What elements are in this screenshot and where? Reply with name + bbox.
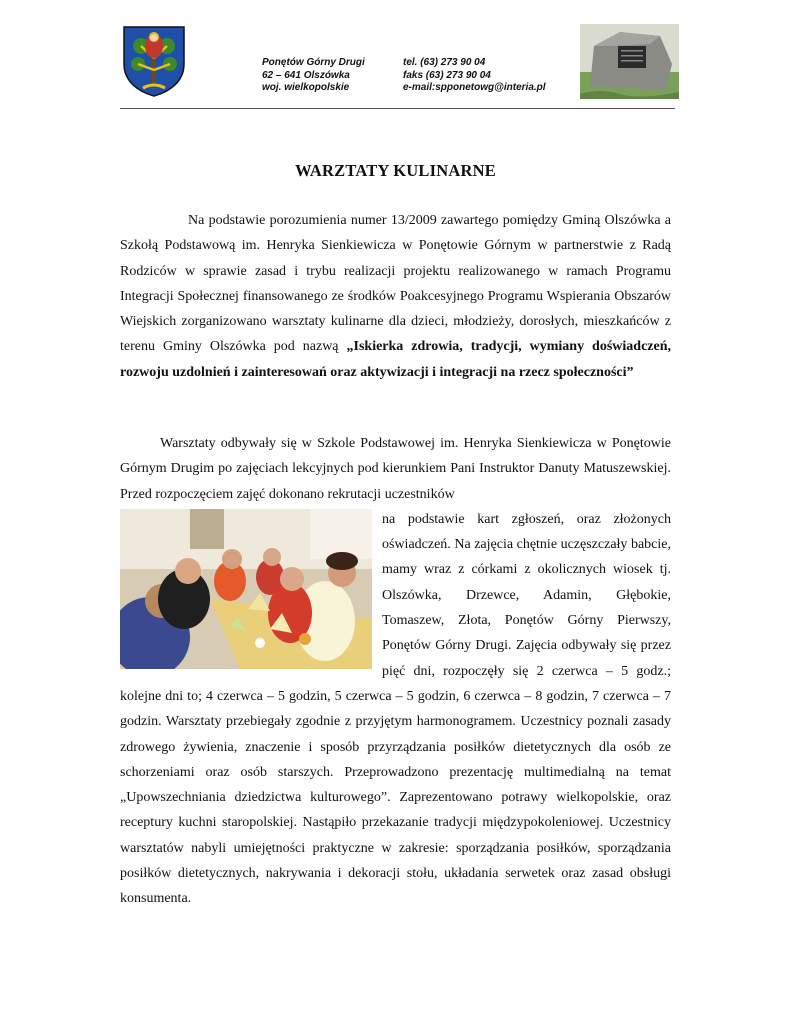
page-title: WARZTATY KULINARNE [295,161,496,180]
intro-text: Na podstawie porozumienia numer 13/2009 zawartego pomiędzy Gminą Olszówka a Szkołą Podstawową im. Henryka Sienkiewicza w Ponętowie Górnym w partnerstwie z Radą Rodziców w sprawie zasad i trybu realizacji projektu realizowanego w ramach Programu Integracji Społecznej finansowanego ze środków Poakcesyjnego Programu Wspierania Obszarów Wiejskich zorganizowano warsztaty kulinarne dla dzieci, młodzieży, dorosłych, mieszkańców z terenu Gminy Olszówka pod nazwą [120,213,671,355]
memorial-stone-photo [580,24,679,99]
address-line: 62 – 641 Olszówka [262,69,350,81]
coat-of-arms-logo [121,24,187,98]
workshop-text: Warsztaty odbywały się w Szkole Podstawowej im. Henryka Sienkiewicza w Ponętowie Górnym Drugim po zajęciach lekcyjnych pod kierunkiem Pani Instruktor Danuty Matuszewskiej. Przed rozpoczęciem zajęć dokonano rekrutacji uczestników [120,436,671,502]
workshop-text-continued: na podstawie kart zgłoszeń, oraz złożonych oświadczeń. Na zajęcia chętnie uczęszczały babcie, mamy wraz z córkami z okolicznych wiosek tj. Olszówka, Drzewce, Adamin, Głębokie, Tomaszew, Złota, Ponętów Górny Pierwszy, Ponętów Górny Drugi. Zajęcia odbywały się przez pięć dni, rozpoczęły się 2 czerwca – 5 godz.; kolejne dni to; 4 czerwca – 5 godzin, 5 czerwca – 5 godzin, 6 czerwca – 8 godzin, 7 czerwca – 7 godzin. Warsztaty przebiegały zgodnie z przyjętym harmonogramem. Uczestnicy poznali zasady zdrowego żywienia, znaczenie i sposób przyrządzania posiłków dietetycznych dla osób ze schorzeniami oraz osób starszych. Przeprowadzono prezentację multimedialną na temat „Upowszechniania dziedzictwa kulturowego”. Zaprezentowano potrawy wielkopolskie, oraz receptury kuchni staropolskiej. Nastąpiło przekazanie tradycji międzypokoleniowej. Uczestnicy warsztatów nabyli umiejętności praktyczne w zakresie: sporządzania posiłków, sporządzania posiłków dietetycznych, nakrywania i dekoracji stołu, układania serwetek oraz zasad obsługi konsumenta. [120,511,671,907]
address-line: woj. wielkopolskie [262,82,350,93]
school-address [262,57,365,95]
workshop-paragraph [120,431,671,912]
header-divider [120,108,675,109]
project-name: „Iskierka zdrowia, tradycji, wymiany doświadczeń, rozwoju uzdolnień i zainteresowań oraz aktywizacji i integracji na rzecz społeczności” [120,339,672,380]
address-line: Ponętów Górny Drugi [262,57,365,68]
intro-paragraph [120,208,671,385]
fax-line: faks (63) 273 90 04 [403,69,491,81]
email-line: e-mail:spponetowg@interia.pl [403,82,546,93]
school-contact [403,57,546,95]
phone-line: tel. (63) 273 90 04 [403,57,486,68]
workshop-participants-photo [120,509,372,669]
